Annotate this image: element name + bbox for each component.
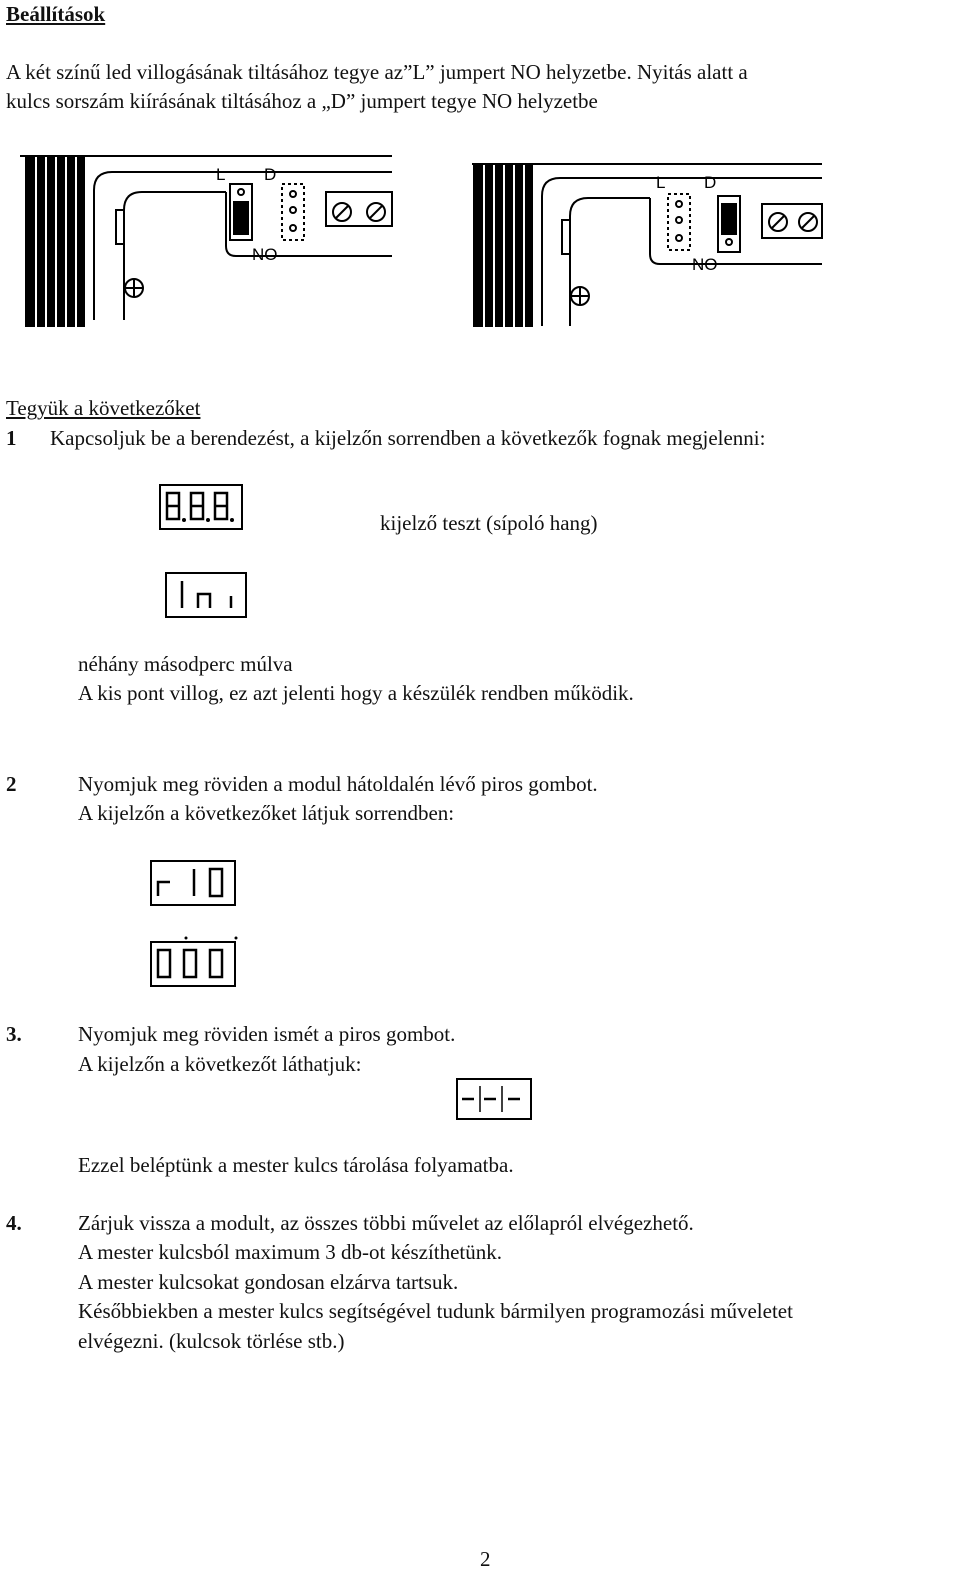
jumper-diagram-d-no <box>472 160 832 330</box>
intro-line-1: A két színű led villogásának tiltásához tegye az”L” jumpert NO helyzetbe. Nyitás alatt a <box>6 60 748 84</box>
display-000 <box>150 935 238 987</box>
display-dashes <box>456 1078 532 1120</box>
step4-line1: Zárjuk vissza a modult, az összes többi művelet az előlapról elvégezhető. <box>78 1211 694 1235</box>
step2-line1: Nyomjuk meg röviden a modul hátoldalén lévő piros gombot. <box>78 772 598 796</box>
jumper-no-label: NO <box>692 255 718 274</box>
step4-line5: elvégezni. (kulcsok törlése stb.) <box>78 1329 345 1353</box>
page-number: 2 <box>480 1547 491 1571</box>
jumper-d-label: D <box>704 173 717 192</box>
jumper-l-label: L <box>656 173 666 192</box>
jumper-l-label: L <box>216 165 226 184</box>
step1-text: Kapcsoljuk be a berendezést, a kijelzőn sorrendben a következők fognak megjelenni: <box>50 426 766 450</box>
step3-number: 3. <box>6 1022 22 1046</box>
step4-number: 4. <box>6 1211 22 1235</box>
display-test-888 <box>159 484 243 530</box>
display-ini <box>165 572 247 618</box>
section-title: Tegyük a következőket <box>6 396 201 420</box>
step3-line1: Nyomjuk meg röviden ismét a piros gombot. <box>78 1022 456 1046</box>
step2-number: 2 <box>6 772 17 796</box>
step4-line4: Későbbiekben a mester kulcs segítségével tudunk bármilyen programozási műveletet <box>78 1299 793 1323</box>
jumper-d-label: D <box>264 165 277 184</box>
step4-line3: A mester kulcsokat gondosan elzárva tartsuk. <box>78 1270 459 1294</box>
intro-line-2: kulcs sorszám kiírásának tiltásához a „D” jumpert tegye NO helyzetbe <box>6 89 598 113</box>
step1-ok-text: A kis pont villog, ez azt jelenti hogy a készülék rendben működik. <box>78 681 634 705</box>
jumper-no-label: NO <box>252 245 278 264</box>
jumper-diagram-l-no <box>20 150 412 330</box>
step1-after-text: néhány másodperc múlva <box>78 652 293 676</box>
step3-line3: Ezzel beléptünk a mester kulcs tárolása folyamatba. <box>78 1153 514 1177</box>
display-test-caption: kijelző teszt (sípoló hang) <box>380 511 598 535</box>
page-heading: Beállítások <box>6 2 106 26</box>
step4-line2: A mester kulcsból maximum 3 db-ot készíthetünk. <box>78 1240 503 1264</box>
step2-line2: A kijelzőn a következőket látjuk sorrendben: <box>78 801 455 825</box>
step1-number: 1 <box>6 426 17 450</box>
display-r10 <box>150 860 236 906</box>
step3-line2: A kijelzőn a következőt láthatjuk: <box>78 1052 362 1076</box>
